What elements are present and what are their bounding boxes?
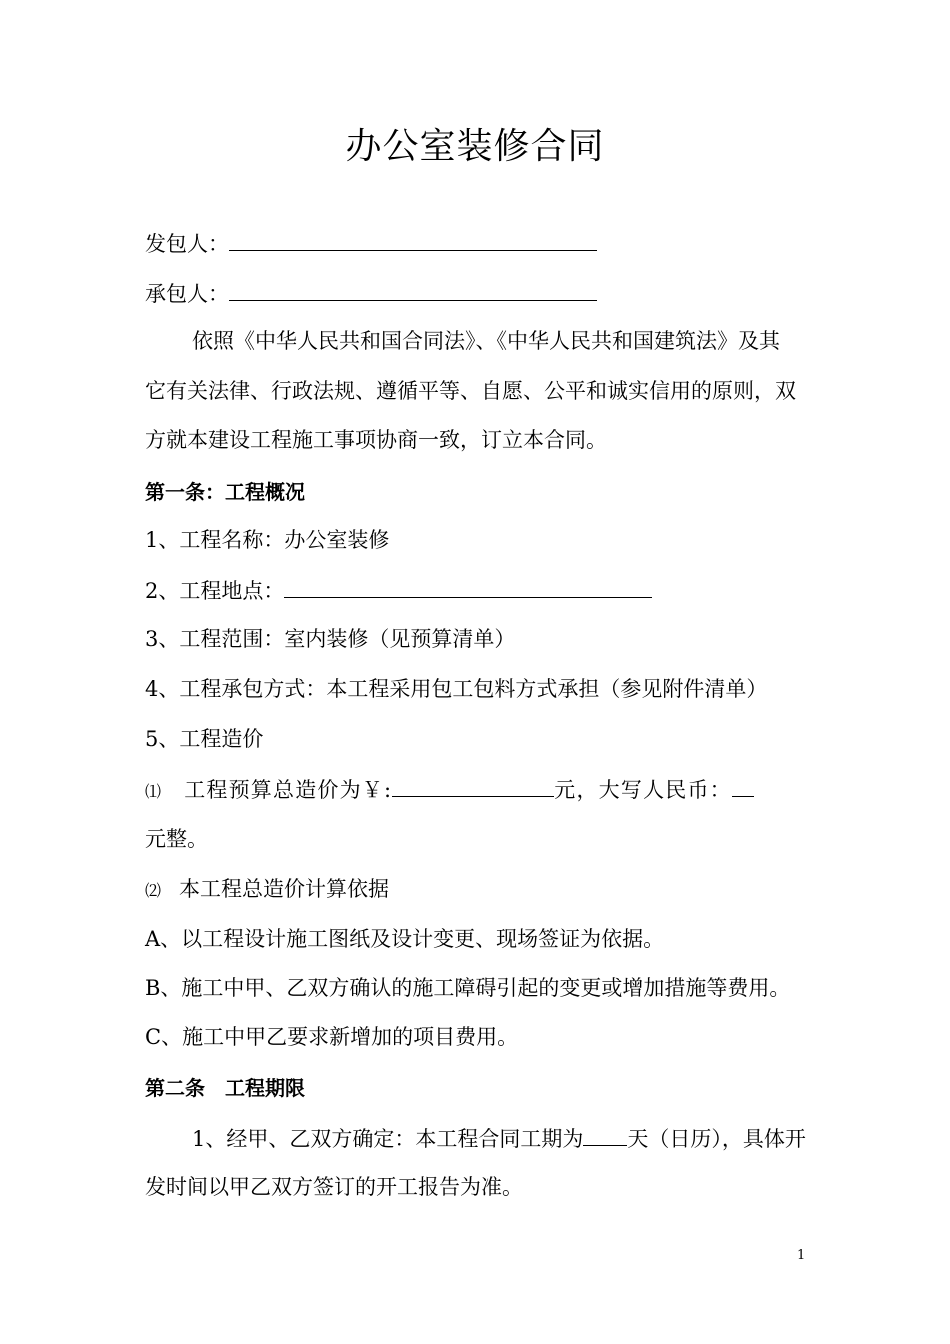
term-prefix: 1、经甲、乙双方确定：本工程合同工期为 [192,1127,584,1151]
basis-line [145,874,389,906]
basis-marker: ⑵ [145,881,162,900]
price-words-blank [732,774,754,797]
page-number: 1 [797,1248,806,1263]
price-marker: ⑴ [145,782,163,801]
price-prefix: 工程预算总造价为￥: [184,778,393,802]
project-location-blank [284,575,652,598]
basis-text: 本工程总造价计算依据 [179,877,390,901]
project-cost-heading: 5、工程造价 [145,727,264,751]
term-line-1 [192,1123,806,1154]
project-name: 1、工程名称：办公室装修 [145,528,390,552]
basis-a: A、以工程设计施工图纸及设计变更、现场签证为依据。 [145,927,665,951]
budget-total-line [145,774,754,807]
intro-line-2: 它有关法律、行政法规、遵循平等、自愿、公平和诚实信用的原则，双 [145,379,796,403]
contract-method: 4、工程承包方式：本工程采用包工包料方式承担（参见附件清单） [145,677,768,701]
party-a-line [145,228,597,259]
basis-c: C、施工中甲乙要求新增加的项目费用。 [145,1025,519,1049]
price-middle: 元，大写人民币： [554,778,732,802]
party-b-blank [229,278,597,301]
price-suffix: 元整。 [145,827,208,851]
project-scope: 3、工程范围：室内装修（见预算清单） [145,627,516,651]
party-b-line [145,278,597,309]
basis-b: B、施工中甲、乙双方确认的施工障碍引起的变更或增加措施等费用。 [145,976,791,1000]
intro-line-3: 方就本建设工程施工事项协商一致，订立本合同。 [145,428,607,452]
price-amount-blank [392,774,554,797]
article2-heading: 第二条 工程期限 [145,1076,305,1100]
intro-line-1: 依照《中华人民共和国合同法》、《中华人民共和国建筑法》及其 [192,329,780,353]
term-days-blank [583,1123,627,1146]
article1-heading: 第一条：工程概况 [145,480,305,504]
term-suffix: 天（日历），具体开 [627,1127,806,1151]
document-title: 办公室装修合同 [345,126,605,167]
project-location-label: 2、工程地点： [145,579,285,603]
party-b-label: 承包人： [145,282,229,306]
term-line-2: 发时间以甲乙双方签订的开工报告为准。 [145,1175,523,1199]
project-location-line [145,575,652,606]
party-a-blank [229,228,597,251]
party-a-label: 发包人： [145,232,229,256]
